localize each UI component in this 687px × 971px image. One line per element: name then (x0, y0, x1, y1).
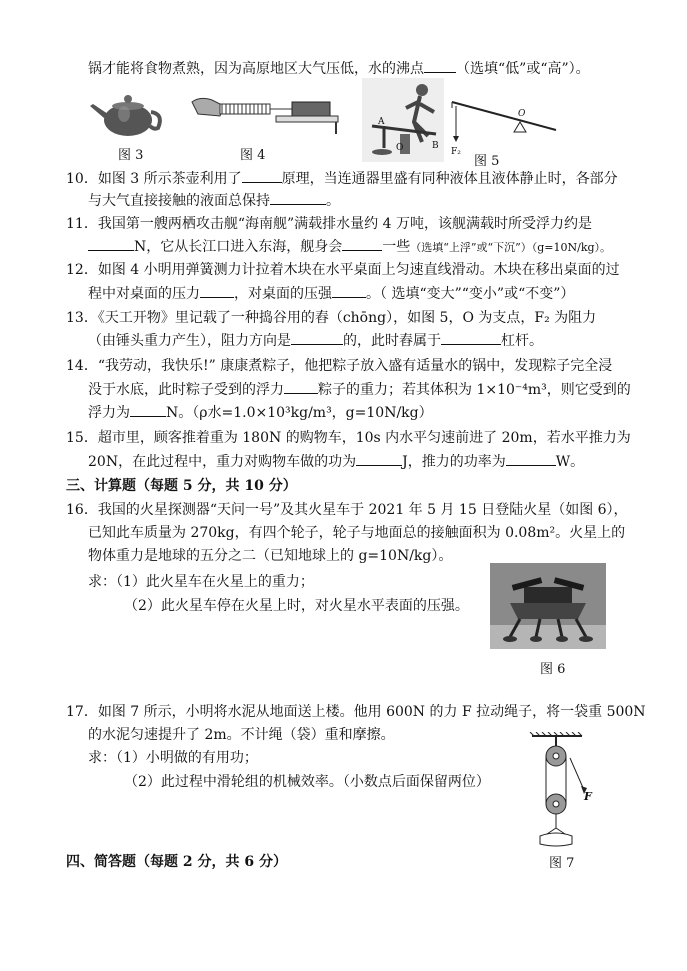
q13-text-c: 的，此时舂属于 (343, 333, 441, 349)
spring-scale-figure (190, 92, 340, 134)
q10-number: 10． (66, 171, 98, 187)
q11-text-b: N，它从长江口进入东海，舰身会 (134, 239, 343, 255)
q11-line2 (88, 236, 611, 258)
q14-number: 14． (66, 358, 98, 374)
q10-text-a: 如图 3 所示茶壶利用了 (97, 171, 242, 187)
q11-text-a: 我国第一艘两栖攻击舰“海南舰”满载排水量约 4 万吨，该舰满载时所受浮力约是 (97, 216, 592, 232)
q10-line1 (66, 168, 618, 189)
q15-line2 (88, 451, 584, 472)
q13-text-a: 《天工开物》里记载了一种捣谷用的舂（chōng），如图 5，O 为支点，F₂ 为阻力 (97, 310, 597, 326)
q11-line1 (66, 214, 592, 234)
q16-text-e: （2）此火星车停在火星上时，对火星水平表面的压强。 (124, 598, 469, 614)
fig5-label-A: A (378, 117, 385, 127)
q17-line3 (88, 748, 258, 768)
fig5-label-B: B (432, 141, 439, 151)
answer-blank[interactable] (356, 451, 402, 466)
answer-blank[interactable] (284, 379, 318, 394)
fig5-label-O-photo: O (396, 143, 404, 153)
q14-text-e: N。（ρ水=1.0×10³kg/m³，g=10N/kg） (166, 405, 433, 421)
teapot-figure (88, 84, 168, 140)
q10-text-c: 与大气直接接触的液面总保持 (88, 193, 270, 209)
fig5-label-F2: F₂ (451, 147, 461, 157)
q17-text-c: 求：（1）小明做的有用功； (88, 750, 258, 766)
q16-text-a: 我国的火星探测器“天问一号”及其火星车于 2021 年 5 月 15 日登陆火星（如图 6）， (97, 502, 628, 518)
q14-text-b: 没于水底，此时粽子受到的浮力 (88, 382, 284, 398)
lever-diagram (448, 96, 558, 158)
q12-text-a: 如图 4 小明用弹簧测力计拉着木块在水平桌面上匀速直线滑动。木块在移出桌面的过 (97, 262, 620, 278)
fig6-caption: 图 6 (540, 662, 566, 677)
fig4-caption: 图 4 (240, 148, 266, 163)
q17-text-b: 的水泥匀速提升了 2m。不计绳（袋）重和摩擦。 (88, 727, 395, 743)
pulley-figure (526, 732, 606, 850)
q16-line1 (66, 500, 628, 520)
q15-text-b: 20N，在此过程中，重力对购物车做的功为 (88, 454, 357, 470)
answer-blank[interactable] (242, 168, 282, 183)
q12-line1 (66, 260, 620, 280)
answer-blank[interactable] (291, 330, 343, 345)
q14-line3 (88, 402, 433, 423)
fig5-caption: 图 5 (474, 154, 500, 169)
q17-line2 (88, 725, 395, 745)
q12-text-c: ，对桌面的压强 (234, 286, 332, 302)
mars-rover-figure (490, 563, 606, 649)
q17-text-a: 如图 7 所示，小明将水泥从地面送上楼。他用 600N 的力 F 拉动绳子，将一袋重 500N (97, 704, 646, 720)
q13-number: 13． (66, 310, 98, 326)
q16-number: 16． (66, 502, 98, 518)
q17-text-d: （2）此过程中滑轮组的机械效率。（小数点后面保留两位） (124, 774, 490, 790)
q14-text-c: 粽子的重力；若其体积为 1×10⁻⁴m³，则它受到的 (318, 382, 631, 398)
q15-text-c: J，推力的功率为 (402, 454, 506, 470)
q15-text-a: 超市里，顾客推着重为 180N 的购物车，10s 内水平匀速前进了 20m，若水平推力为 (97, 430, 631, 446)
q13-text-d: 杠杆。 (501, 333, 543, 349)
answer-blank[interactable] (88, 236, 134, 251)
q16-text-c: 物体重力是地球的五分之二（已知地球上的 g=10N/kg）。 (88, 548, 453, 564)
section-3-heading: 三、计算题（每题 5 分，共 10 分） (66, 478, 297, 494)
q10-line2 (88, 190, 340, 211)
fig5-label-O: O (518, 109, 526, 119)
q14-line2 (88, 379, 631, 400)
answer-blank[interactable] (332, 283, 366, 298)
answer-blank[interactable] (130, 402, 166, 417)
q12-text-d: 。（ 选填“变大”“变小”或“不变”） (366, 286, 575, 302)
q12-line2 (88, 283, 574, 304)
answer-blank[interactable] (200, 283, 234, 298)
q12-number: 12． (66, 262, 98, 278)
q16-line4 (88, 572, 314, 592)
q17-line1 (66, 702, 646, 722)
q15-number: 15． (66, 430, 98, 446)
q16-text-b: 已知此车质量为 270kg，有四个轮子，轮子与地面总的接触面积为 0.08m²。火星上的 (88, 525, 626, 541)
pestle-figure (362, 78, 444, 162)
q14-line1 (66, 356, 612, 376)
q16-line3 (88, 546, 452, 566)
q13-text-b: （由锤头重力产生），阻力方向是 (88, 333, 291, 349)
q9-tail: （选填“低”或“高”）。 (456, 61, 590, 77)
q16-line2 (88, 523, 625, 543)
q10-text-d: 。 (326, 193, 340, 209)
answer-blank[interactable] (424, 58, 456, 73)
q14-text-a: “我劳动，我快乐!” 康康煮粽子，他把粽子放入盛有适量水的锅中，发现粽子完全浸 (97, 358, 613, 374)
q14-text-d: 浮力为 (88, 405, 130, 421)
q13-line1 (66, 308, 596, 328)
q13-line2 (88, 330, 543, 351)
q12-text-b: 程中对桌面的压力 (88, 286, 200, 302)
answer-blank[interactable] (441, 330, 501, 345)
q11-text-d: （选填“上浮”或“下沉”）（g=10N/kg）。 (410, 241, 612, 254)
fig7-label-F: F (584, 790, 592, 803)
fig7-caption: 图 7 (549, 856, 575, 871)
fig3-caption: 图 3 (118, 148, 144, 163)
q9-continuation (88, 58, 590, 79)
q10-text-b: 原理，当连通器里盛有同种液体且液体静止时，各部分 (281, 171, 618, 187)
q15-line1 (66, 428, 631, 448)
q17-number: 17． (66, 704, 98, 720)
q17-line4 (124, 772, 490, 792)
answer-blank[interactable] (342, 236, 382, 251)
q11-text-c: 一些 (382, 239, 411, 255)
q16-text-d: 求：（1）此火星车在火星上的重力； (88, 574, 314, 590)
q15-text-d: W。 (555, 454, 585, 470)
section-4-heading: 四、简答题（每题 2 分，共 6 分） (66, 854, 287, 870)
q9-text: 锅才能将食物煮熟，因为高原地区大气压低，水的沸点 (88, 61, 424, 77)
answer-blank[interactable] (506, 451, 556, 466)
q16-line5 (124, 596, 469, 616)
q11-number: 11． (66, 216, 98, 232)
answer-blank[interactable] (270, 190, 326, 205)
